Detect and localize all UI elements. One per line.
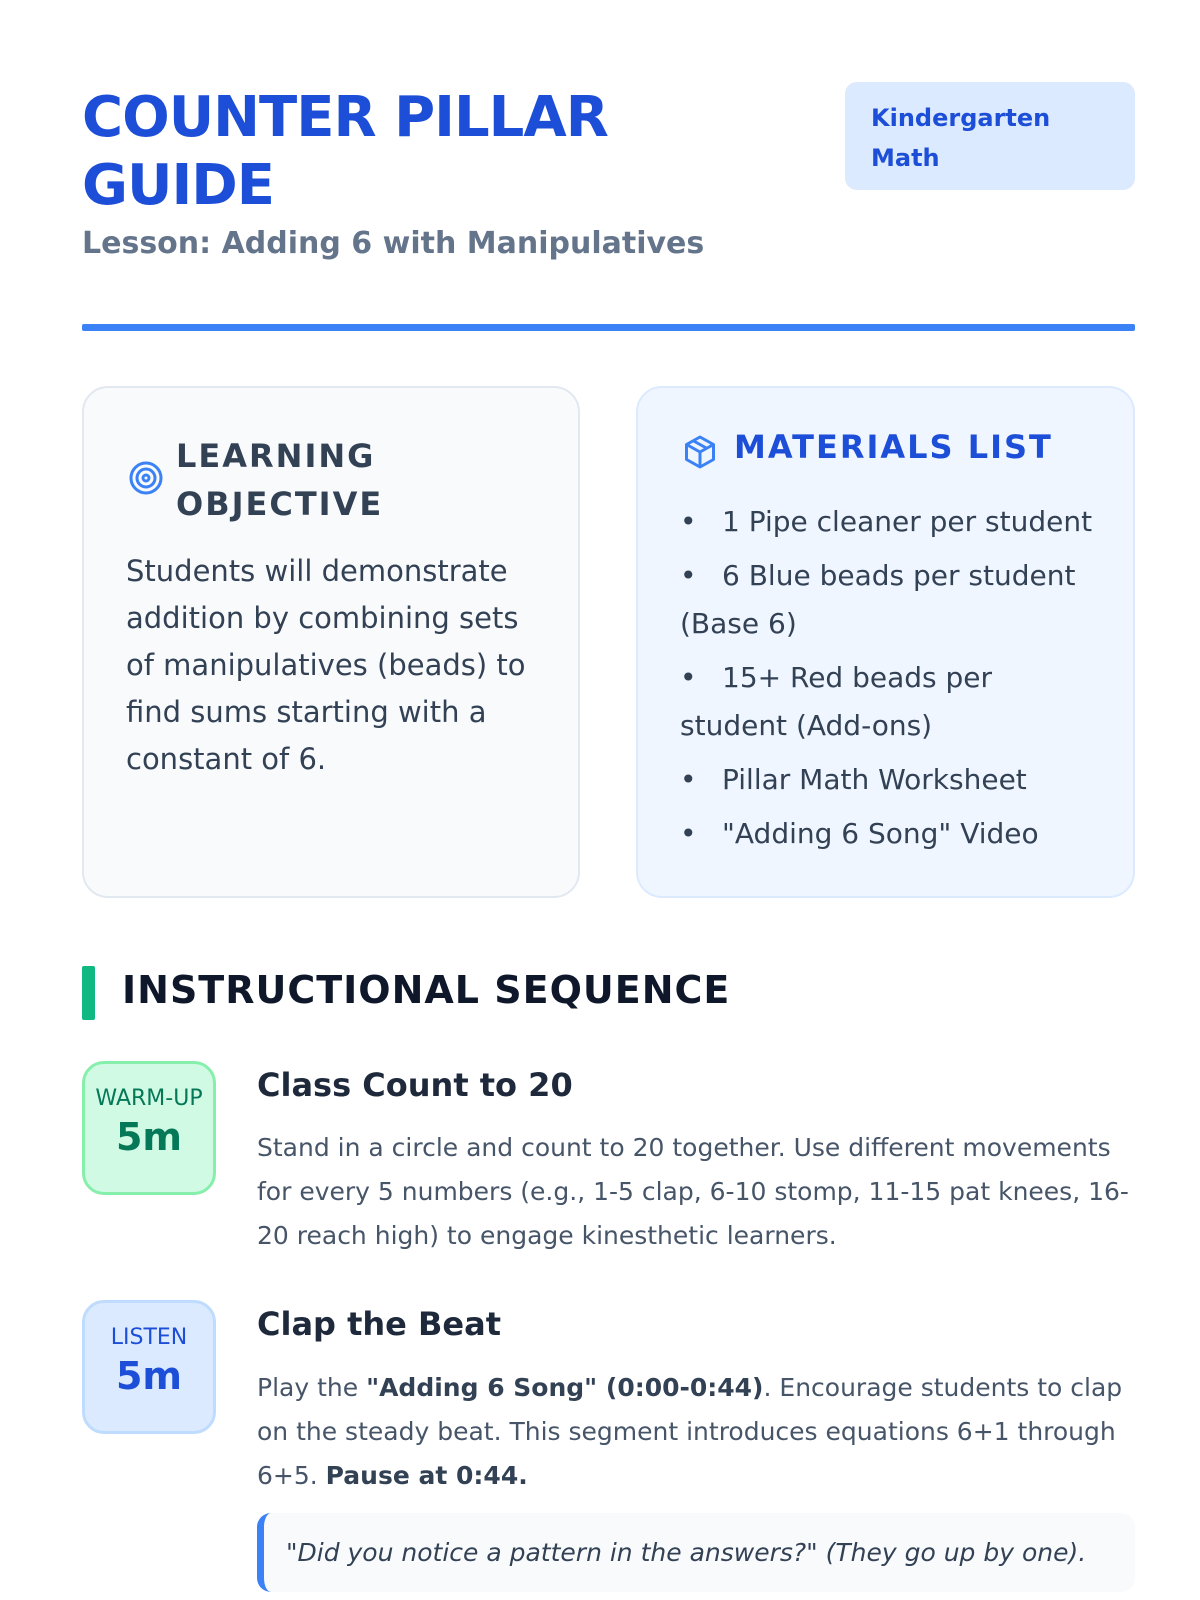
materials-list-card <box>636 386 1135 898</box>
lesson-subtitle: Lesson: Adding 6 with Manipulatives <box>82 226 705 261</box>
box-icon <box>682 434 718 470</box>
list-item: • Pillar Math Worksheet <box>680 763 1027 796</box>
step-description: Play the "Adding 6 Song" (0:00-0:44). Encourage students to clap on the steady beat. This segment introduces equations 6+1 through 6+5. Pause at 0:44. <box>257 1373 1123 1490</box>
step-title: Class Count to 20 <box>257 1066 573 1104</box>
discussion-quote: "Did you notice a pattern in the answers?" (They go up by one). <box>257 1513 1135 1592</box>
step-phase: LISTEN <box>110 1325 188 1350</box>
step-phase: WARM-UP <box>95 1086 203 1111</box>
section-title: INSTRUCTIONAL SEQUENCE <box>122 968 731 1012</box>
section-accent-bar <box>82 966 95 1020</box>
step-time-badge <box>82 1300 216 1434</box>
step-duration: 5m <box>115 1115 183 1159</box>
page-title: COUNTER PILLAR GUIDE <box>82 85 608 218</box>
grade-badge: Kindergarten Math <box>845 82 1135 190</box>
header-divider <box>82 324 1135 331</box>
step-time-badge <box>82 1061 216 1195</box>
step-title: Clap the Beat <box>257 1305 501 1343</box>
song-reference: "Adding 6 Song" (0:00-0:44) <box>366 1373 764 1402</box>
pause-instruction: Pause at 0:44. <box>325 1461 528 1490</box>
step-description: Stand in a circle and count to 20 together. Use different movements for every 5 numbers (e.g., 1-5 clap, 6-10 stomp, 11-15 pat knees, 16-20 reach high) to engage kinesthetic learners. <box>257 1133 1129 1250</box>
list-item: • "Adding 6 Song" Video <box>680 817 1039 850</box>
target-icon <box>128 460 164 496</box>
objective-heading: LEARNING OBJECTIVE <box>176 437 384 523</box>
materials-heading: MATERIALS LIST <box>734 428 1053 466</box>
list-item: • 6 Blue beads per student (Base 6) <box>680 559 1076 640</box>
materials-list <box>680 498 1100 864</box>
learning-objective-card <box>82 386 580 898</box>
list-item: • 1 Pipe cleaner per student <box>680 505 1093 538</box>
objective-text: Students will demonstrate addition by combining sets of manipulatives (beads) to find sums starting with a constant of 6. <box>126 554 526 776</box>
step-duration: 5m <box>115 1354 183 1398</box>
list-item: • 15+ Red beads per student (Add-ons) <box>680 661 993 742</box>
